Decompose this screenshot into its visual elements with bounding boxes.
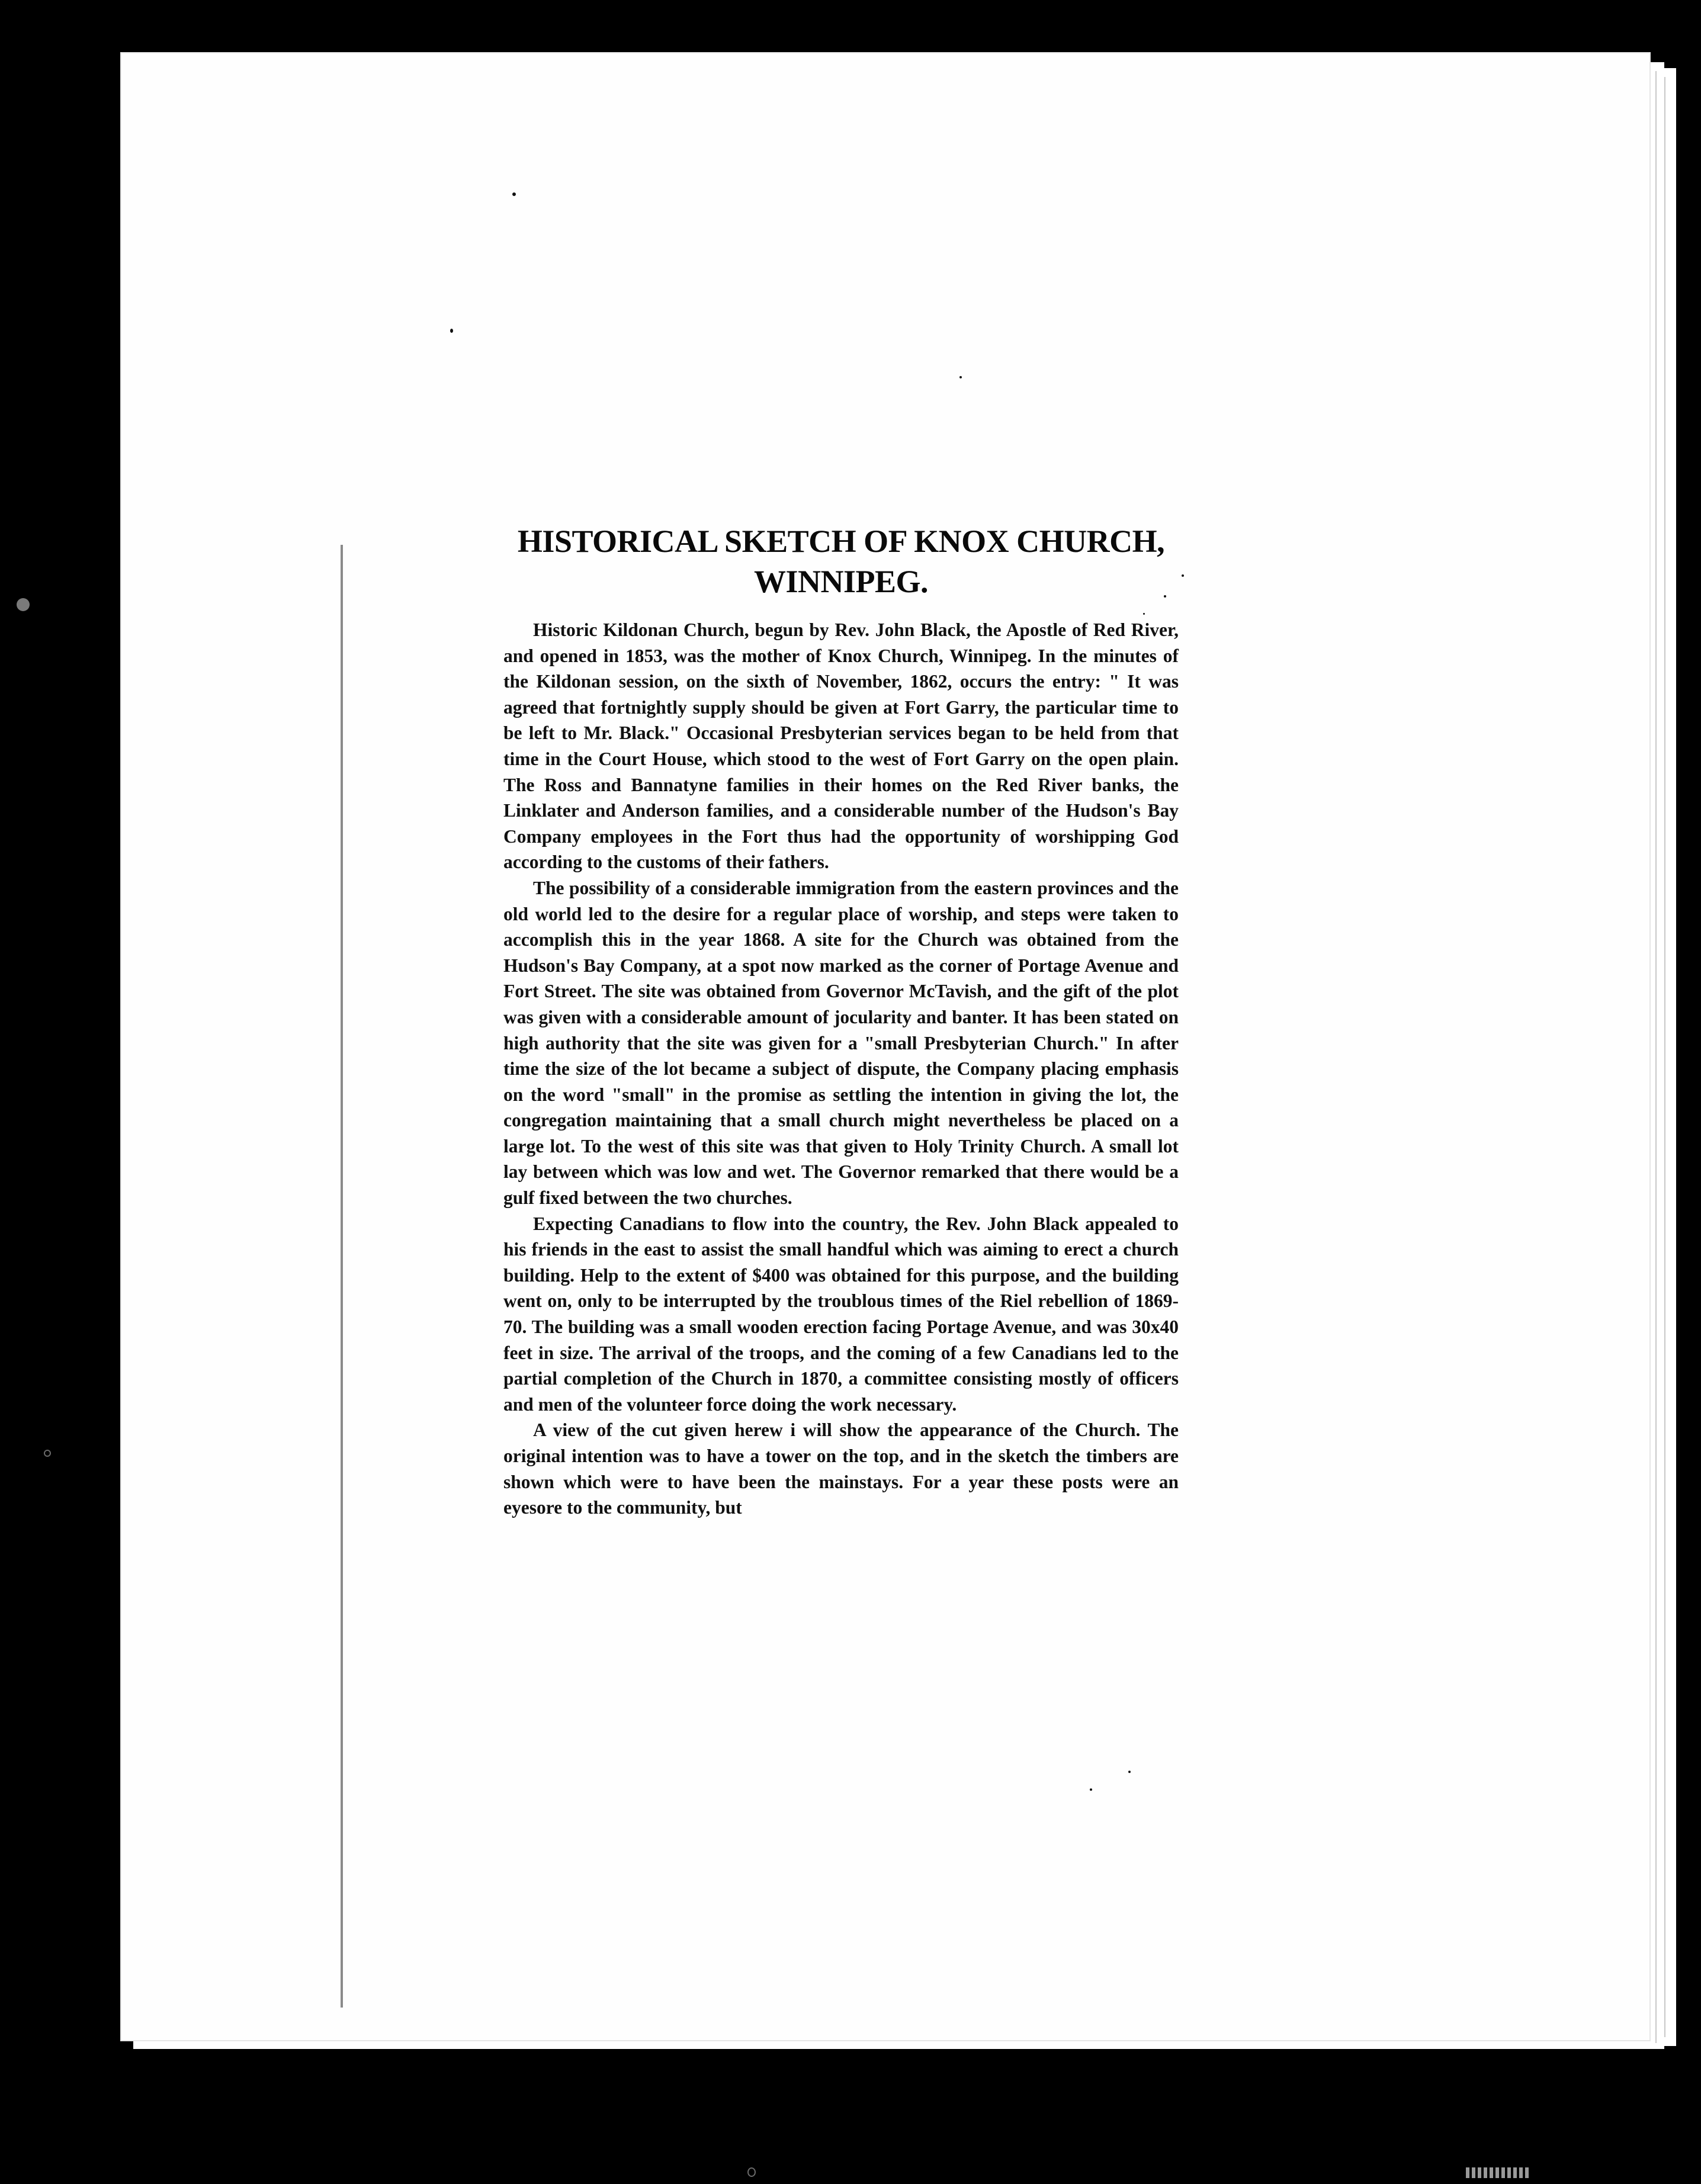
dust-speck [450, 329, 453, 333]
film-edge-mark [1466, 2167, 1531, 2178]
title-line: HISTORICAL SKETCH OF KNOX CHURCH, [517, 523, 1165, 559]
dust-speck [512, 192, 516, 196]
dust-speck [959, 376, 962, 378]
paragraph: Historic Kildonan Church, begun by Rev. John Black, the Apostle of Red River, and opened in 1853, was the mother of Knox Church, Winnipeg. In the minutes of the Kildonan session, on the sixth of November, 1862, occurs the entry: " It was agreed that fortnightly supply should be given at Fort Garry, the particular time to be left to Mr. Black." Occasional Presbyterian services began to be held from that time in the Court House, which stood to the west of Fort Garry on the open plain. The Ross and Bannatyne families in their homes on the Red River banks, the Linklater and Anderson families, and a considerable number of the Hudson's Bay Company employees in the Fort thus had the opportunity of worshipping God according to the customs of their fathers. [503, 619, 1179, 873]
sheet-edge [1655, 71, 1657, 2043]
paragraph: Expecting Canadians to flow into the country, the Rev. John Black appealed to his friends in the east to assist the small handful which was aiming to erect a church building. Help to the extent of $400 was obtained for this purpose, and the building went on, only to be interrupted by the troublous times of the Riel rebellion of 1869-70. The building was a small wooden erection facing Portage Avenue, and was 30x40 feet in size. The arrival of the troops, and the coming of a few Canadians led to the partial completion of the Church in 1870, a committee consisting mostly of officers and men of the volunteer force doing the work necessary. [503, 1213, 1179, 1415]
article-body [503, 617, 1179, 1521]
sheet-edge [1664, 77, 1665, 2037]
article [503, 521, 1179, 1521]
film-mark [44, 1450, 51, 1457]
dust-speck [1182, 574, 1184, 577]
dust-speck [1128, 1771, 1131, 1773]
title-line: WINNIPEG. [753, 564, 929, 599]
dust-speck [1090, 1788, 1092, 1791]
binding-shadow-line [341, 545, 343, 2008]
paragraph: A view of the cut given herew i will show the appearance of the Church. The original intention was to have a tower on the top, and in the sketch the timbers are shown which were to have been the mainstays. For a year these posts were an eyesore to the community, but [503, 1419, 1179, 1518]
paragraph: The possibility of a considerable immigration from the eastern provinces and the old world led to the desire for a regular place of worship, and steps were taken to accomplish this in the year 1868. A site for the Church was obtained from the Hudson's Bay Company, at a spot now marked as the corner of Portage Avenue and Fort Street. The site was obtained from Governor McTavish, and the gift of the plot was given with a considerable amount of jocularity and banter. It has been stated on high authority that the site was given for a "small Presbyterian Church." In after time the size of the lot became a subject of dispute, the Company placing emphasis on the word "small" in the promise as settling the intention in giving the lot, the congregation maintaining that a small church might nevertheless be placed on a large lot. To the west of this site was that given to Holy Trinity Church. A small lot lay between which was low and wet. The Governor remarked that there would be a gulf fixed between the two churches. [503, 877, 1179, 1209]
film-mark [747, 2167, 756, 2177]
document-page [121, 53, 1649, 2040]
article-title [503, 521, 1179, 602]
film-mark [17, 598, 30, 611]
